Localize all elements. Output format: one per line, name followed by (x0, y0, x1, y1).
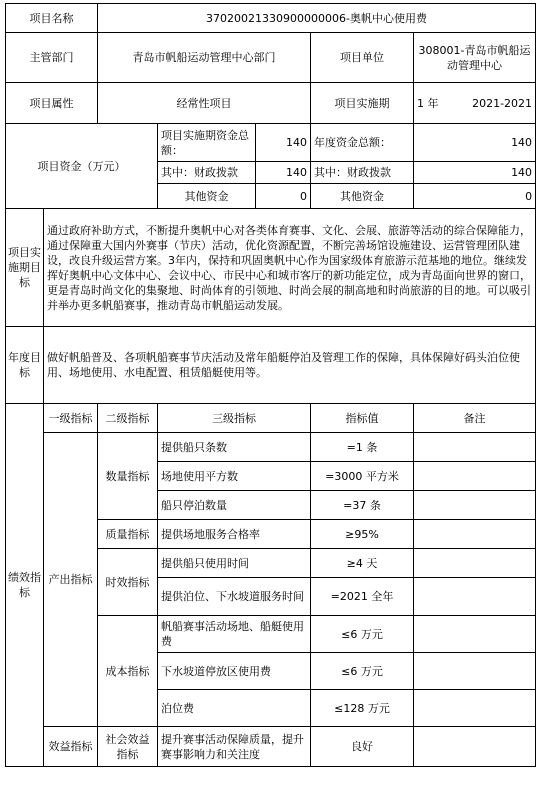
unit-value: 308001-青岛市帆船运动管理中心 (414, 33, 536, 83)
indicator-name: 场地使用平方数 (158, 462, 311, 491)
indicator-note (414, 727, 536, 767)
funds-fiscal-annual-label: 其中：财政拨款 (311, 162, 414, 184)
indicator-name: 提供泊位、下水坡道服务时间 (158, 578, 311, 616)
indicator-note (414, 690, 536, 727)
benefit-label: 效益指标 (44, 727, 98, 767)
funds-annual-value: 140 (414, 124, 536, 162)
period-label: 项目实施期 (311, 83, 414, 124)
quality-label: 质量指标 (98, 520, 158, 549)
funds-other-annual-label: 其他资金 (311, 184, 414, 209)
period-goal-text: 通过政府补助方式，不断提升奥帆中心对各类体育赛事、文化、会展、旅游等活动的综合保障能力，通过保障重大国内外赛事（节庆）活动，优化资源配置，不断完善场馆设施建设、运营管理团队建设，改良升级运营方案。3年内，保持和巩固奥帆中心作为国家级体育旅游示范基地的地位。继续发挥好奥帆中心文体中心、会议中心、市民中心和城市客厅的新功能定位，成为青岛面向世界的窗口，更是青岛时尚文化的集聚地、时尚体育的引领地、时尚会展的制高地和时尚旅游的目的地。可以吸引并举办更多帆船赛事，推动青岛市帆船运动发展。 (44, 209, 536, 327)
perf-label: 绩效指标 (6, 404, 44, 767)
indicator-note (414, 549, 536, 578)
funds-total-value: 140 (256, 124, 311, 162)
period-range: 2021-2021 (472, 96, 533, 110)
project-name-label: 项目名称 (6, 4, 98, 33)
perf-header-level1: 一级指标 (44, 404, 98, 433)
indicator-name: 帆船赛事活动场地、船艇使用费 (158, 616, 311, 653)
indicator-name: 提供场地服务合格率 (158, 520, 311, 549)
funds-total-label: 项目实施期资金总额： (158, 124, 256, 162)
perf-header-level2: 二级指标 (98, 404, 158, 433)
funds-other-annual-value: 0 (414, 184, 536, 209)
funds-fiscal-annual-value: 140 (414, 162, 536, 184)
perf-header-note: 备注 (414, 404, 536, 433)
indicator-name: 船只停泊数量 (158, 491, 311, 520)
indicator-note (414, 433, 536, 462)
indicator-name: 泊位费 (158, 690, 311, 727)
perf-header-value: 指标值 (311, 404, 414, 433)
performance-table (5, 3, 536, 767)
funds-other-label: 其他资金 (158, 184, 256, 209)
attr-label: 项目属性 (6, 83, 98, 124)
indicator-value: =37 条 (311, 491, 414, 520)
project-sheet (5, 3, 535, 767)
perf-header-level3: 三级指标 (158, 404, 311, 433)
annual-goal-label: 年度目标 (6, 327, 44, 404)
indicator-name: 提供船只条数 (158, 433, 311, 462)
funds-annual-label: 年度资金总额： (311, 124, 414, 162)
indicator-value: ≤6 万元 (311, 616, 414, 653)
indicator-value: =3000 平方米 (311, 462, 414, 491)
indicator-value: ≥95% (311, 520, 414, 549)
indicator-note (414, 520, 536, 549)
indicator-name: 下水坡道停放区使用费 (158, 653, 311, 690)
period-value (414, 83, 536, 124)
indicator-note (414, 491, 536, 520)
period-goal-label: 项目实施期目标 (6, 209, 44, 327)
social-label: 社会效益指标 (98, 727, 158, 767)
dept-label: 主管部门 (6, 33, 98, 83)
unit-label: 项目单位 (311, 33, 414, 83)
indicator-note (414, 462, 536, 491)
indicator-value: =1 条 (311, 433, 414, 462)
dept-value: 青岛市帆船运动管理中心部门 (98, 33, 311, 83)
indicator-note (414, 578, 536, 616)
quantity-label: 数量指标 (98, 433, 158, 520)
indicator-note (414, 653, 536, 690)
funds-other-value: 0 (256, 184, 311, 209)
indicator-name: 提升赛事活动保障质量，提升赛事影响力和关注度 (158, 727, 311, 767)
time-label: 时效指标 (98, 549, 158, 616)
funds-fiscal-label: 其中：财政拨款 (158, 162, 256, 184)
output-label: 产出指标 (44, 433, 98, 727)
project-name-value: 37020021330900000006-奥帆中心使用费 (98, 4, 536, 33)
indicator-note (414, 616, 536, 653)
funds-label: 项目资金（万元） (6, 124, 158, 209)
indicator-value: 良好 (311, 727, 414, 767)
funds-fiscal-value: 140 (256, 162, 311, 184)
indicator-name: 提供船只使用时间 (158, 549, 311, 578)
indicator-value: =2021 全年 (311, 578, 414, 616)
indicator-value: ≤128 万元 (311, 690, 414, 727)
indicator-value: ≥4 天 (311, 549, 414, 578)
indicator-value: ≤6 万元 (311, 653, 414, 690)
period-years: 1 年 (417, 96, 439, 110)
cost-label: 成本指标 (98, 616, 158, 727)
attr-value: 经常性项目 (98, 83, 311, 124)
annual-goal-text: 做好帆船普及、各项帆船赛事节庆活动及常年船艇停泊及管理工作的保障，具体保障好码头泊位使用、场地使用、水电配置、租赁船艇使用等。 (44, 327, 536, 404)
